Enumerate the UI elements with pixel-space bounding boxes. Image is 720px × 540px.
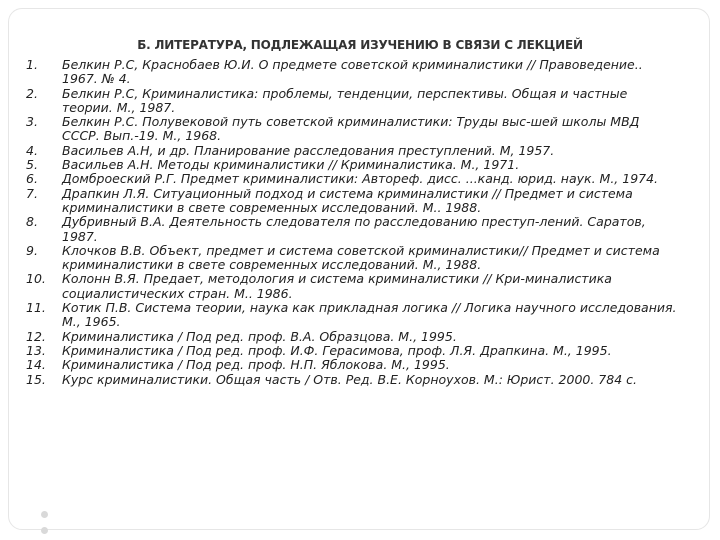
reference-text: Курс криминалистики. Общая часть / Отв. Ред. В.Е. Корноухов. М.: Юрист. 2000. 784 с. xyxy=(62,371,637,387)
reference-item xyxy=(0,144,720,158)
reference-item xyxy=(0,187,720,216)
reference-number: 15. xyxy=(26,371,46,387)
reference-number: 3. xyxy=(26,114,38,130)
reference-number: 14. xyxy=(26,357,46,373)
reference-number: 13. xyxy=(26,342,46,358)
reference-text: Белкин Р.С. Полувековой путь советской криминалистики: Труды выс-шей школы МВД СССР. Вып.-19. М., 1968. xyxy=(62,114,640,144)
reference-item xyxy=(0,330,720,344)
reference-number: 8. xyxy=(26,214,38,230)
reference-number: 5. xyxy=(26,157,38,173)
decorative-dot xyxy=(41,511,48,518)
reference-number: 4. xyxy=(26,142,38,158)
reference-text: Котик П.В. Система теории, наука как прикладная логика // Логика научного исследования. М., 1965. xyxy=(62,300,677,330)
reference-text: Колонн В.Я. Предает, методология и система криминалистики // Кри-миналистика социалистических стран. М.. 1986. xyxy=(62,271,612,301)
reference-number: 10. xyxy=(26,271,46,287)
slide-title: Б. ЛИТЕРАТУРА, ПОДЛЕЖАЩАЯ ИЗУЧЕНИЮ В СВЯЗИ С ЛЕКЦИЕЙ xyxy=(137,38,583,52)
reference-text: Белкин Р.С, Краснобаев Ю.И. О предмете советской криминалистики // Правоведение.. 1967. № 4. xyxy=(62,57,643,87)
reference-item xyxy=(0,158,720,172)
reference-text: Криминалистика / Под ред. проф. В.А. Образцова. М., 1995. xyxy=(62,328,457,344)
reference-text: Васильев А.Н, и др. Планирование расследования преступлений. М, 1957. xyxy=(62,142,555,158)
reference-item xyxy=(0,373,720,387)
reference-text: Домброеский Р.Г. Предмет криминалистики: Автореф. дисс. ...канд. юрид. наук. М., 1974. xyxy=(62,171,659,187)
reference-list xyxy=(0,58,720,387)
reference-item xyxy=(0,244,720,273)
reference-text: Драпкин Л.Я. Ситуационный подход и система криминалистики // Предмет и система криминалистики в свете современных исследований. М.. 1988. xyxy=(62,185,633,215)
reference-item xyxy=(0,301,720,330)
reference-number: 12. xyxy=(26,328,46,344)
reference-item xyxy=(0,87,720,116)
reference-text: Клочков В.В. Объект, предмет и система советской криминалистики// Предмет и система криминалистики в свете современных исследований. М., 1988. xyxy=(62,242,660,273)
reference-number: 1. xyxy=(26,57,38,72)
reference-item xyxy=(0,358,720,372)
reference-text: Белкин Р.С, Криминалистика: проблемы, тенденции, перспективы. Общая и частные теории. М., 1987. xyxy=(62,85,628,115)
reference-number: 6. xyxy=(26,171,38,187)
decorative-dot xyxy=(41,527,48,534)
reference-text: Васильев А.Н. Методы криминалистики // Криминалистика. М., 1971. xyxy=(62,157,520,173)
reference-item xyxy=(0,172,720,186)
reference-item xyxy=(0,58,720,87)
reference-item xyxy=(0,272,720,301)
reference-number: 11. xyxy=(26,300,46,316)
reference-text: Криминалистика / Под ред. проф. И.Ф. Герасимова, проф. Л.Я. Драпкина. М., 1995. xyxy=(62,342,612,358)
reference-item xyxy=(0,115,720,144)
reference-number: 2. xyxy=(26,85,38,101)
reference-text: Криминалистика / Под ред. проф. Н.П. Яблокова. М., 1995. xyxy=(62,357,450,373)
reference-text: Дубривный В.А. Деятельность следователя по расследованию преступ-лений. Саратов, 1987. xyxy=(62,214,646,244)
reference-item xyxy=(0,344,720,358)
reference-number: 7. xyxy=(26,185,38,201)
reference-item xyxy=(0,215,720,244)
reference-number: 9. xyxy=(26,242,38,258)
